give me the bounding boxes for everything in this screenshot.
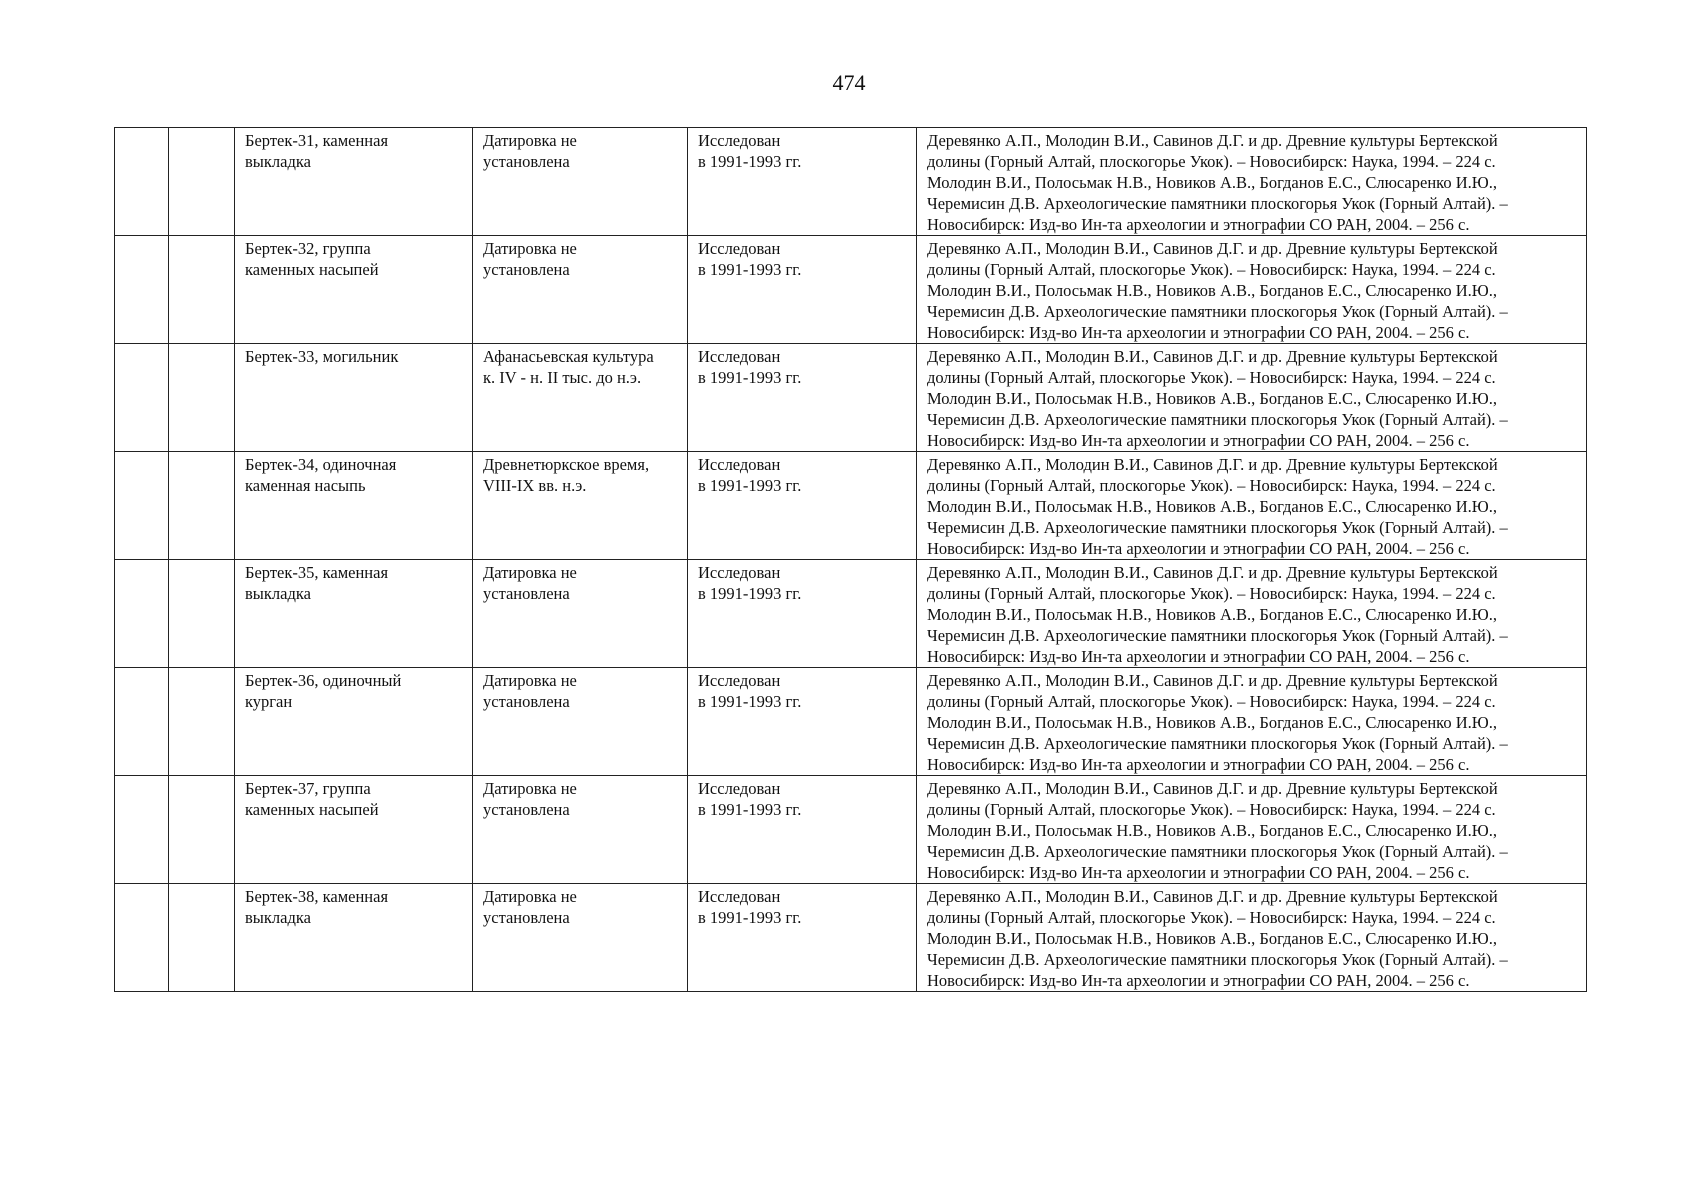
site-name-line: выкладка [245, 908, 311, 927]
site-name-line: курган [245, 692, 293, 711]
dating-cell [473, 452, 688, 560]
literature-line: Деревянко А.П., Молодин В.И., Савинов Д.Г. и др. Древние культуры Бертекской [927, 239, 1498, 258]
literature-line: долины (Горный Алтай, плоскогорье Укок). – Новосибирск: Наука, 1994. – 224 с. [927, 908, 1496, 927]
number-cell [115, 452, 169, 560]
dating-line: Афанасьевская культура [483, 347, 654, 366]
dating-cell [473, 560, 688, 668]
research-status-line: Исследован [698, 239, 781, 258]
number-cell [115, 344, 169, 452]
dating-line: установлена [483, 692, 570, 711]
site-name-line: Бертек-38, каменная [245, 887, 389, 906]
page-number: 474 [832, 70, 866, 95]
dating-line: Датировка не [483, 887, 577, 906]
literature-line: Новосибирск: Изд-во Ин-та археологии и этнографии СО РАН, 2004. – 256 с. [927, 431, 1470, 450]
dating-line: установлена [483, 152, 570, 171]
literature-line: Новосибирск: Изд-во Ин-та археологии и этнографии СО РАН, 2004. – 256 с. [927, 647, 1470, 666]
research-status-cell [688, 884, 917, 992]
site-name-line: каменная насыпь [245, 476, 366, 495]
research-status-line: Исследован [698, 887, 781, 906]
literature-line: Черемисин Д.В. Археологические памятники плоскогорья Укок (Горный Алтай). – [927, 842, 1508, 861]
registry-cell [169, 128, 235, 236]
literature-line: Молодин В.И., Полосьмак Н.В., Новиков А.В., Богданов Е.С., Слюсаренко И.Ю., [927, 173, 1497, 192]
research-status-line: Исследован [698, 455, 781, 474]
dating-line: установлена [483, 908, 570, 927]
table-row [115, 668, 1587, 776]
literature-cell [917, 884, 1587, 992]
literature-line: Деревянко А.П., Молодин В.И., Савинов Д.Г. и др. Древние культуры Бертекской [927, 779, 1498, 798]
site-name-line: Бертек-31, каменная [245, 131, 389, 150]
literature-cell [917, 776, 1587, 884]
literature-line: долины (Горный Алтай, плоскогорье Укок). – Новосибирск: Наука, 1994. – 224 с. [927, 368, 1496, 387]
literature-cell [917, 452, 1587, 560]
literature-line: Новосибирск: Изд-во Ин-та археологии и этнографии СО РАН, 2004. – 256 с. [927, 863, 1470, 882]
registry-cell [169, 452, 235, 560]
site-name-line: выкладка [245, 152, 311, 171]
monuments-table [114, 127, 1587, 992]
literature-line: долины (Горный Алтай, плоскогорье Укок). – Новосибирск: Наука, 1994. – 224 с. [927, 152, 1496, 171]
dating-cell [473, 884, 688, 992]
research-status-line: Исследован [698, 131, 781, 150]
table-row [115, 560, 1587, 668]
research-status-cell [688, 452, 917, 560]
table-row [115, 344, 1587, 452]
literature-line: Черемисин Д.В. Археологические памятники плоскогорья Укок (Горный Алтай). – [927, 194, 1508, 213]
number-cell [115, 560, 169, 668]
number-cell [115, 128, 169, 236]
literature-line: Черемисин Д.В. Археологические памятники плоскогорья Укок (Горный Алтай). – [927, 626, 1508, 645]
registry-cell [169, 668, 235, 776]
literature-cell [917, 344, 1587, 452]
research-status-line: Исследован [698, 779, 781, 798]
literature-line: Новосибирск: Изд-во Ин-та археологии и этнографии СО РАН, 2004. – 256 с. [927, 539, 1470, 558]
registry-cell [169, 236, 235, 344]
literature-line: Деревянко А.П., Молодин В.И., Савинов Д.Г. и др. Древние культуры Бертекской [927, 131, 1498, 150]
research-status-line: в 1991-1993 гг. [698, 584, 802, 603]
literature-cell [917, 668, 1587, 776]
literature-line: Молодин В.И., Полосьмак Н.В., Новиков А.В., Богданов Е.С., Слюсаренко И.Ю., [927, 821, 1497, 840]
site-name-line: Бертек-32, группа [245, 239, 371, 258]
dating-line: Датировка не [483, 239, 577, 258]
literature-line: долины (Горный Алтай, плоскогорье Укок). – Новосибирск: Наука, 1994. – 224 с. [927, 584, 1496, 603]
dating-line: установлена [483, 584, 570, 603]
registry-cell [169, 884, 235, 992]
research-status-cell [688, 128, 917, 236]
research-status-line: в 1991-1993 гг. [698, 800, 802, 819]
literature-line: Деревянко А.П., Молодин В.И., Савинов Д.Г. и др. Древние культуры Бертекской [927, 347, 1498, 366]
table-row [115, 776, 1587, 884]
site-name-line: Бертек-36, одиночный [245, 671, 402, 690]
dating-cell [473, 236, 688, 344]
research-status-cell [688, 236, 917, 344]
research-status-line: Исследован [698, 563, 781, 582]
registry-cell [169, 776, 235, 884]
literature-line: Молодин В.И., Полосьмак Н.В., Новиков А.В., Богданов Е.С., Слюсаренко И.Ю., [927, 713, 1497, 732]
research-status-line: в 1991-1993 гг. [698, 152, 802, 171]
literature-line: долины (Горный Алтай, плоскогорье Укок). – Новосибирск: Наука, 1994. – 224 с. [927, 692, 1496, 711]
dating-line: установлена [483, 800, 570, 819]
site-name-line: Бертек-34, одиночная [245, 455, 397, 474]
literature-line: Новосибирск: Изд-во Ин-та археологии и этнографии СО РАН, 2004. – 256 с. [927, 755, 1470, 774]
table-row [115, 884, 1587, 992]
table-row [115, 452, 1587, 560]
site-name-cell [235, 668, 473, 776]
number-cell [115, 668, 169, 776]
research-status-line: в 1991-1993 гг. [698, 692, 802, 711]
site-name-cell [235, 452, 473, 560]
dating-line: Датировка не [483, 563, 577, 582]
literature-line: долины (Горный Алтай, плоскогорье Укок). – Новосибирск: Наука, 1994. – 224 с. [927, 476, 1496, 495]
monuments-table-body [115, 128, 1587, 992]
site-name-cell [235, 344, 473, 452]
dating-cell [473, 128, 688, 236]
research-status-line: в 1991-1993 гг. [698, 476, 802, 495]
table-row [115, 236, 1587, 344]
literature-line: Молодин В.И., Полосьмак Н.В., Новиков А.В., Богданов Е.С., Слюсаренко И.Ю., [927, 281, 1497, 300]
literature-line: Молодин В.И., Полосьмак Н.В., Новиков А.В., Богданов Е.С., Слюсаренко И.Ю., [927, 497, 1497, 516]
literature-line: Деревянко А.П., Молодин В.И., Савинов Д.Г. и др. Древние культуры Бертекской [927, 563, 1498, 582]
literature-line: долины (Горный Алтай, плоскогорье Укок). – Новосибирск: Наука, 1994. – 224 с. [927, 260, 1496, 279]
dating-line: Датировка не [483, 671, 577, 690]
literature-cell [917, 560, 1587, 668]
site-name-cell [235, 560, 473, 668]
number-cell [115, 884, 169, 992]
research-status-line: Исследован [698, 671, 781, 690]
dating-line: к. IV - н. II тыс. до н.э. [483, 368, 642, 387]
literature-line: Молодин В.И., Полосьмак Н.В., Новиков А.В., Богданов Е.С., Слюсаренко И.Ю., [927, 605, 1497, 624]
site-name-line: выкладка [245, 584, 311, 603]
literature-line: Черемисин Д.В. Археологические памятники плоскогорья Укок (Горный Алтай). – [927, 518, 1508, 537]
dating-cell [473, 344, 688, 452]
literature-line: Деревянко А.П., Молодин В.И., Савинов Д.Г. и др. Древние культуры Бертекской [927, 455, 1498, 474]
research-status-line: в 1991-1993 гг. [698, 908, 802, 927]
number-cell [115, 236, 169, 344]
dating-line: Древнетюркское время, [483, 455, 650, 474]
site-name-line: Бертек-35, каменная [245, 563, 389, 582]
dating-line: VIII-IX вв. н.э. [483, 476, 587, 495]
literature-cell [917, 236, 1587, 344]
registry-cell [169, 344, 235, 452]
literature-line: Черемисин Д.В. Археологические памятники плоскогорья Укок (Горный Алтай). – [927, 950, 1508, 969]
research-status-cell [688, 668, 917, 776]
literature-cell [917, 128, 1587, 236]
table-row [115, 128, 1587, 236]
site-name-line: Бертек-33, могильник [245, 347, 399, 366]
dating-line: Датировка не [483, 779, 577, 798]
site-name-cell [235, 884, 473, 992]
literature-line: Новосибирск: Изд-во Ин-та археологии и этнографии СО РАН, 2004. – 256 с. [927, 215, 1470, 234]
research-status-line: Исследован [698, 347, 781, 366]
literature-line: Новосибирск: Изд-во Ин-та археологии и этнографии СО РАН, 2004. – 256 с. [927, 323, 1470, 342]
dating-cell [473, 668, 688, 776]
number-cell [115, 776, 169, 884]
literature-line: Молодин В.И., Полосьмак Н.В., Новиков А.В., Богданов Е.С., Слюсаренко И.Ю., [927, 389, 1497, 408]
research-status-cell [688, 776, 917, 884]
site-name-cell [235, 128, 473, 236]
site-name-line: каменных насыпей [245, 800, 379, 819]
research-status-line: в 1991-1993 гг. [698, 368, 802, 387]
research-status-cell [688, 344, 917, 452]
research-status-cell [688, 560, 917, 668]
site-name-cell [235, 236, 473, 344]
site-name-line: каменных насыпей [245, 260, 379, 279]
site-name-cell [235, 776, 473, 884]
registry-cell [169, 560, 235, 668]
literature-line: Деревянко А.П., Молодин В.И., Савинов Д.Г. и др. Древние культуры Бертекской [927, 671, 1498, 690]
dating-line: установлена [483, 260, 570, 279]
literature-line: Деревянко А.П., Молодин В.И., Савинов Д.Г. и др. Древние культуры Бертекской [927, 887, 1498, 906]
literature-line: Новосибирск: Изд-во Ин-та археологии и этнографии СО РАН, 2004. – 256 с. [927, 971, 1470, 990]
literature-line: Черемисин Д.В. Археологические памятники плоскогорья Укок (Горный Алтай). – [927, 410, 1508, 429]
literature-line: Молодин В.И., Полосьмак Н.В., Новиков А.В., Богданов Е.С., Слюсаренко И.Ю., [927, 929, 1497, 948]
literature-line: долины (Горный Алтай, плоскогорье Укок). – Новосибирск: Наука, 1994. – 224 с. [927, 800, 1496, 819]
literature-line: Черемисин Д.В. Археологические памятники плоскогорья Укок (Горный Алтай). – [927, 734, 1508, 753]
dating-cell [473, 776, 688, 884]
literature-line: Черемисин Д.В. Археологические памятники плоскогорья Укок (Горный Алтай). – [927, 302, 1508, 321]
site-name-line: Бертек-37, группа [245, 779, 371, 798]
dating-line: Датировка не [483, 131, 577, 150]
research-status-line: в 1991-1993 гг. [698, 260, 802, 279]
